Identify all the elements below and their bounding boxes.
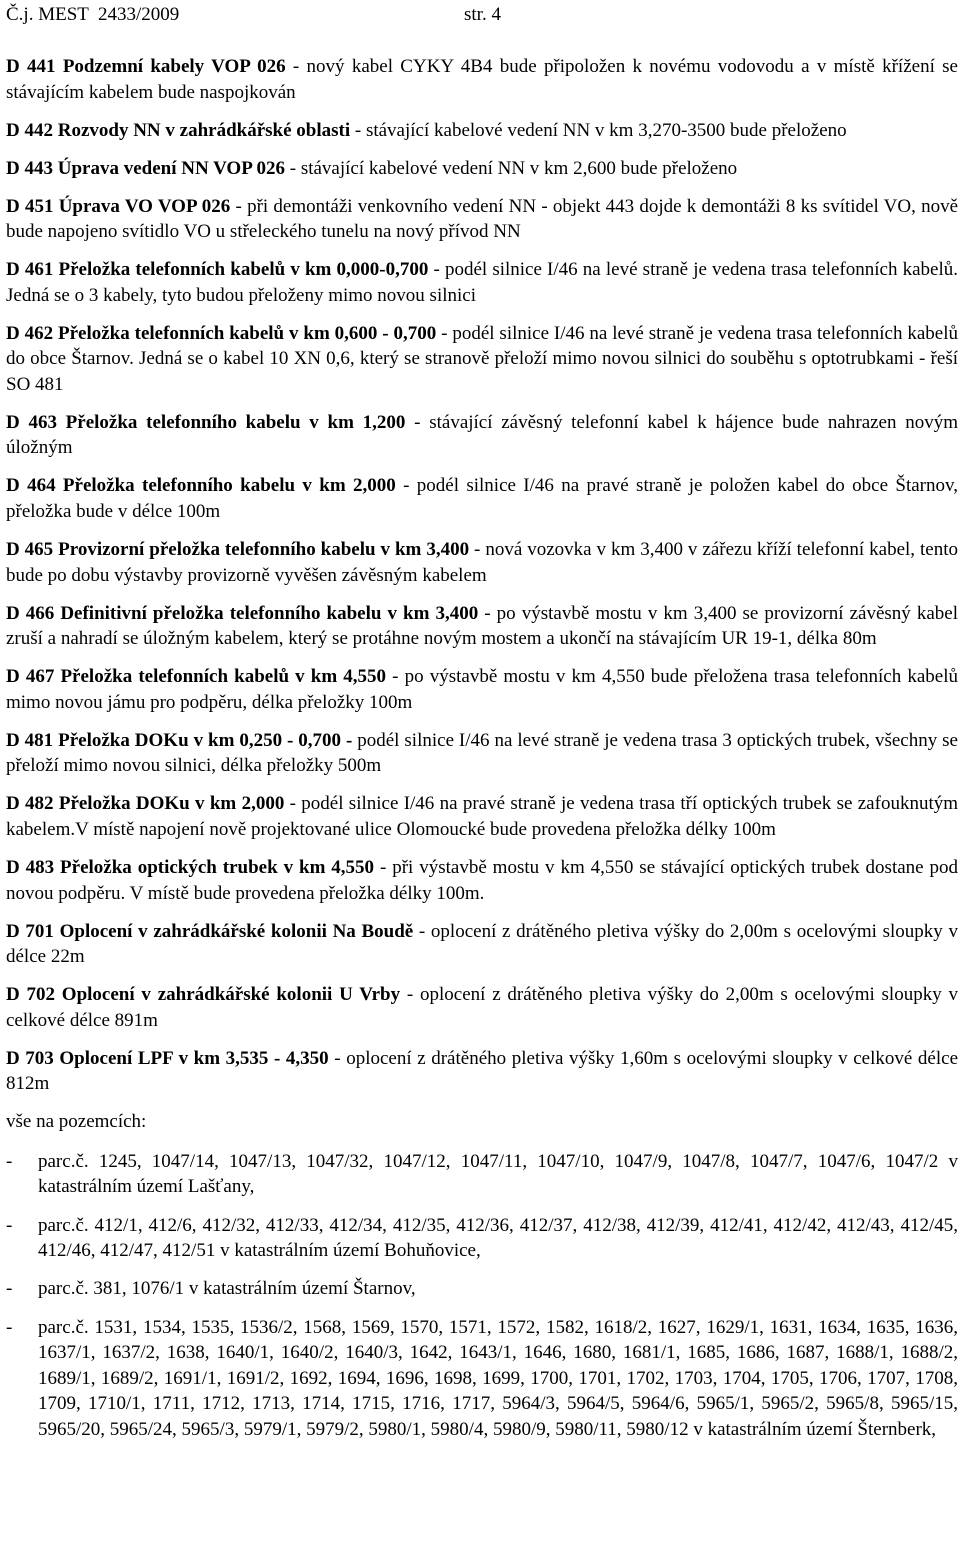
object-item [6,601,958,652]
object-description: - stávající kabelové vedení NN v km 2,600 bude přeloženo [285,157,738,179]
object-item [6,537,958,588]
object-item [6,156,958,182]
object-item [6,664,958,715]
object-title: D 702 Oplocení v zahrádkářské kolonii U Vrby [6,984,401,1006]
object-description: - po výstavbě mostu v km 3,400 se provizorní závěsný kabel zruší a nahradí se úložným kabelem, který se protáhne novým mostem a ukončí na stávajícím UR 19-1, délka 80m [6,602,958,650]
parcel-text: parc.č. 1245, 1047/14, 1047/13, 1047/32, 1047/12, 1047/11, 1047/10, 1047/9, 1047/8, 1047/7, 1047/6, 1047/2 v katastrálním území Lašťany, [38,1150,958,1198]
object-description: - při výstavbě mostu v km 4,550 se stávající optických trubek dostane pod novou podpěru. V místě bude provedena přeložka délky 100m. [6,856,958,904]
list-dash: - [6,1316,13,1338]
object-title: D 467 Přeložka telefonních kabelů v km 4,550 [6,666,387,688]
object-description: - podél silnice I/46 na levé straně je vedena trasa telefonních kabelů. Jedná se o 3 kabely, tyto budou přeloženy mimo novou silnici [6,259,959,306]
object-description: - oplocení z drátěného pletiva výšky 1,60m s ocelovými sloupky v celkové délce 812m [6,1047,958,1095]
object-title: D 482 Přeložka DOKu v km 2,000 [6,793,285,815]
object-title: D 481 Přeložka DOKu v km 0,250 - 0,700 - [6,729,353,751]
object-title: D 442 Rozvody NN v zahrádkářské oblasti [6,119,351,141]
object-item [6,791,958,842]
object-item [6,855,958,906]
object-title: D 441 Podzemní kabely VOP 026 [6,56,286,77]
object-title: D 466 Definitivní přeložka telefonního kabelu v km 3,400 [6,602,479,624]
object-item [6,410,958,461]
object-title: D 451 Úprava VO VOP 026 [6,195,231,217]
object-item [6,118,958,144]
object-title: D 461 Přeložka telefonních kabelů v km 0,000-0,700 [6,259,429,281]
document-body [6,54,958,1455]
parcel-text: parc.č. 381, 1076/1 v katastrálním území Štarnov, [38,1278,416,1300]
object-item [6,321,958,398]
object-title: D 483 Přeložka optických trubek v km 4,550 [6,856,375,878]
object-item [6,54,958,105]
page-number: str. 4 [464,4,501,25]
object-item [6,194,958,245]
document-reference: Č.j. MEST 2433/2009 [6,4,180,25]
object-description: - oplocení z drátěného pletiva výšky do 2,00m s ocelovými sloupky v celkové délce 891m [6,984,958,1031]
object-title: D 464 Přeložka telefonního kabelu v km 2,000 [6,475,396,497]
object-description: - oplocení z drátěného pletiva výšky do 2,00m s ocelovými sloupky v délce 22m [6,920,958,968]
object-title: D 443 Úprava vedení NN VOP 026 [6,157,285,179]
object-title: D 703 Oplocení LPF v km 3,535 - 4,350 [6,1047,329,1069]
object-description: - podél silnice I/46 na pravé straně je vedena trasa tří optických trubek se zafouknutým kabelem.V místě napojení nově projektované ulice Olomoucké bude provedena přeložka délky 100m [6,793,958,840]
object-description: - při demontáži venkovního vedení NN - objekt 443 dojde k demontáži 8 ks svítidel VO, nově bude napojeno svítidlo VO u střeleckého tunelu na nový přívod NN [6,195,958,243]
object-description: - po výstavbě mostu v km 4,550 bude přeložena trasa telefonních kabelů mimo novou jámu pro podpěru, délka přeložky 100m [6,666,959,713]
parcel-list-item [6,1149,958,1200]
parcel-list-item [6,1213,958,1264]
parcel-list-item [6,1276,958,1302]
object-description: - podél silnice I/46 na levé straně je vedena trasa telefonních kabelů do obce Štarnov. Jedná se o kabel 10 XN 0,6, který se stranově přeloží mimo novou silnici do souběhu s optotrubkami - řeší SO 481 [6,322,958,395]
object-item [6,919,958,970]
object-title: D 701 Oplocení v zahrádkářské kolonii Na Boudě [6,920,414,942]
object-description: - nový kabel CYKY 4B4 bude připoložen k novému vodovodu a v místě křížení se stávajícím kabelem bude naspojkován [6,56,958,103]
object-item [6,982,958,1033]
parcel-list-item [6,1315,958,1443]
object-item [6,473,958,524]
list-dash: - [6,1214,13,1236]
parcel-text: parc.č. 1531, 1534, 1535, 1536/2, 1568, 1569, 1570, 1571, 1572, 1582, 1618/2, 1627, 1629/1, 1631, 1634, 1635, 1636, 1637/1, 1637/2, 1638, 1640/1, 1640/2, 1640/3, 1642, 1643/1, 1646, 1680, 1681/1, 1685, 1686, 1687, 1688/1, 1688/2, 1689/1, 1689/2, 1691/1, 1691/2, 1692, 1694, 1696, 1698, 1699, 1700, 1701, 1702, 1703, 1704, 1705, 1706, 1707, 1708, 1709, 1710/1, 1711, 1712, 1713, 1714, 1715, 1716, 1717, 5964/3, 5964/5, 5964/6, 5965/1, 5965/2, 5965/8, 5965/15, 5965/20, 5965/24, 5965/3, 5979/1, 5979/2, 5980/1, 5980/4, 5980/9, 5980/11, 5980/12 v katastrálním území Šternberk, [38,1316,958,1440]
list-dash: - [6,1150,13,1172]
object-description: - stávající kabelové vedení NN v km 3,270-3500 bude přeloženo [350,119,847,141]
object-item [6,728,958,779]
object-item [6,1046,958,1097]
object-title: D 462 Přeložka telefonních kabelů v km 0,600 - 0,700 [6,322,437,344]
object-item [6,257,958,308]
list-dash: - [6,1278,13,1300]
object-description: podél silnice I/46 na levé straně je vedena trasa 3 optických trubek, všechny se přeloží mimo novou silnici, délka přeložky 500m [6,729,958,777]
object-title: D 463 Přeložka telefonního kabelu v km 1,200 [6,411,406,433]
object-description: - stávající závěsný telefonní kabel k hájence bude nahrazen novým úložným [6,411,958,459]
object-description: - nová vozovka v km 3,400 v zářezu kříží telefonní kabel, tento bude po dobu výstavby provizorně vyvěšen závěsným kabelem [6,539,958,586]
parcels-intro: vše na pozemcích: [6,1111,147,1133]
parcel-text: parc.č. 412/1, 412/6, 412/32, 412/33, 412/34, 412/35, 412/36, 412/37, 412/38, 412/39, 412/41, 412/42, 412/43, 412/45, 412/46, 412/47, 412/51 v katastrálním území Bohuňovice, [38,1214,958,1262]
object-description: - podél silnice I/46 na pravé straně je položen kabel do obce Štarnov, přeložka bude v délce 100m [6,475,958,523]
object-title: D 465 Provizorní přeložka telefonního kabelu v km 3,400 [6,539,470,561]
